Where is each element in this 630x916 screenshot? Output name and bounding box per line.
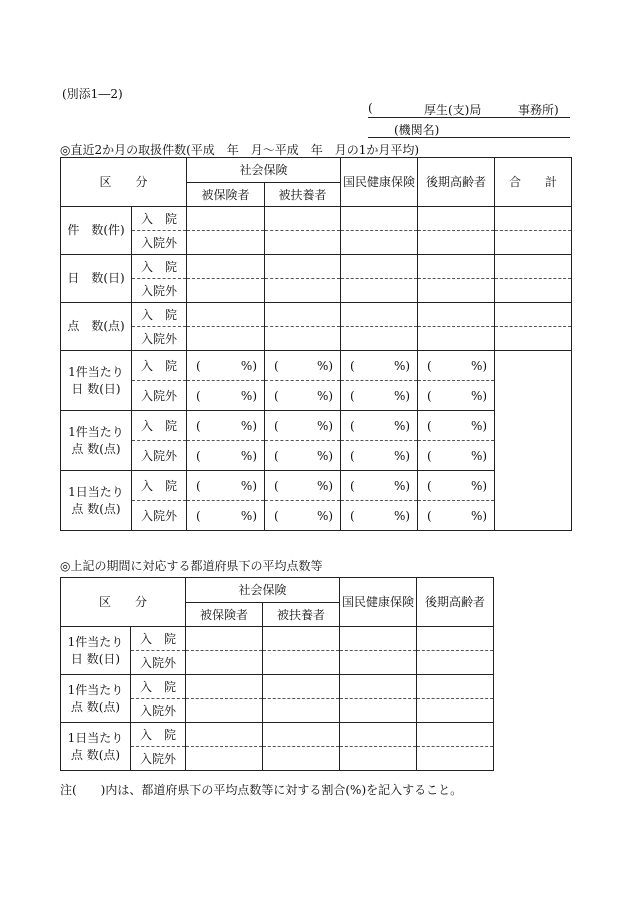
sub-label-out: 入院外 — [132, 381, 187, 411]
elderly-header: 後期高齢者 — [418, 158, 495, 207]
cell — [341, 207, 418, 231]
pct-cell — [341, 411, 418, 441]
table-row — [61, 351, 572, 381]
pct-cell — [187, 351, 265, 381]
sub-label-in: 入 院 — [131, 675, 186, 699]
pct-cell — [341, 441, 418, 471]
row-label — [61, 723, 131, 771]
pct-bracket: %) — [240, 388, 258, 403]
pct-cell — [265, 471, 341, 501]
social-insurance-header: 社会保険 — [186, 578, 340, 603]
sub-label-in: 入 院 — [132, 351, 187, 381]
sub-label-in: 入 院 — [132, 411, 187, 441]
cell — [187, 231, 265, 255]
cell — [495, 279, 572, 303]
institution-label: (機関名) — [394, 123, 440, 137]
pct-bracket: %) — [393, 418, 411, 433]
pct-bracket: %) — [316, 478, 334, 493]
cell — [265, 303, 341, 327]
cell — [417, 747, 494, 771]
pct-bracket: ( — [427, 508, 432, 523]
attachment-label: (別添1―2) — [62, 87, 123, 101]
pct-cell — [418, 501, 495, 531]
cell — [495, 327, 572, 351]
sub-label-out: 入院外 — [132, 327, 187, 351]
national-health-header: 国民健康保険 — [341, 158, 418, 207]
table-row — [61, 723, 494, 747]
cell — [265, 255, 341, 279]
insured-header: 被保険者 — [187, 183, 265, 207]
cell — [263, 747, 340, 771]
sub-label-in: 入 院 — [132, 207, 187, 231]
table-row — [61, 255, 572, 279]
pct-bracket: %) — [240, 508, 258, 523]
row-label-line1: 1日当たり — [67, 730, 124, 745]
row-label: 日 数(日) — [61, 255, 132, 303]
dependent-header: 被扶養者 — [263, 603, 340, 627]
sub-label-in: 入 院 — [132, 471, 187, 501]
cell — [265, 279, 341, 303]
cell — [263, 651, 340, 675]
pct-cell — [418, 411, 495, 441]
cell — [417, 651, 494, 675]
category-header: 区 分 — [61, 158, 187, 207]
pct-cell — [341, 351, 418, 381]
pct-bracket: ( — [427, 358, 432, 373]
pct-bracket: ( — [350, 358, 355, 373]
table-row — [61, 303, 572, 327]
row-label-line2: 点 数(点) — [71, 441, 121, 456]
cell — [186, 675, 263, 699]
section2-heading: ◎上記の期間に対応する都道府県下の平均点数等 — [60, 559, 323, 573]
cell — [341, 231, 418, 255]
cell — [341, 327, 418, 351]
pct-bracket: %) — [240, 358, 258, 373]
row-label — [61, 351, 132, 411]
pct-bracket: %) — [393, 358, 411, 373]
office-label: 事務所) — [518, 103, 559, 117]
pct-bracket: ( — [350, 448, 355, 463]
total-header: 合 計 — [495, 158, 572, 207]
cell — [186, 651, 263, 675]
pct-bracket: ( — [274, 478, 279, 493]
cell — [263, 627, 340, 651]
pct-bracket: ( — [196, 478, 201, 493]
section2-table — [60, 577, 494, 771]
pct-cell — [265, 411, 341, 441]
sub-label-in: 入 院 — [131, 627, 186, 651]
sub-label-out: 入院外 — [132, 279, 187, 303]
pct-bracket: %) — [240, 418, 258, 433]
pct-bracket: ( — [274, 388, 279, 403]
pct-bracket: %) — [393, 448, 411, 463]
office-line — [368, 101, 570, 118]
cell — [265, 207, 341, 231]
sub-label-out: 入院外 — [132, 441, 187, 471]
cell — [263, 675, 340, 699]
cell — [495, 231, 572, 255]
row-label — [61, 675, 131, 723]
sub-label-in: 入 院 — [132, 255, 187, 279]
cell — [263, 723, 340, 747]
pct-bracket: ( — [196, 358, 201, 373]
pct-cell — [187, 441, 265, 471]
table-row — [61, 627, 494, 651]
cell — [265, 231, 341, 255]
pct-bracket: ( — [350, 508, 355, 523]
sub-label-out: 入院外 — [132, 231, 187, 255]
section1-table — [60, 157, 572, 531]
cell — [186, 627, 263, 651]
pct-cell — [418, 441, 495, 471]
row-label-line1: 1件当たり — [68, 364, 124, 379]
pct-bracket: ( — [196, 448, 201, 463]
pct-bracket: %) — [470, 508, 488, 523]
cell — [418, 303, 495, 327]
sub-label-out: 入院外 — [132, 501, 187, 531]
pct-bracket: %) — [393, 478, 411, 493]
row-label-line2: 点 数(点) — [70, 747, 121, 762]
table-row — [61, 207, 572, 231]
footnote: 注( )内は、都道府県下の平均点数等に対する割合(%)を記入すること。 — [60, 783, 463, 797]
pct-bracket: ( — [274, 418, 279, 433]
pct-bracket: ( — [274, 448, 279, 463]
pct-cell — [187, 471, 265, 501]
sub-label-in: 入 院 — [132, 303, 187, 327]
cell — [418, 327, 495, 351]
cell — [341, 303, 418, 327]
sub-label-in: 入 院 — [131, 723, 186, 747]
category-header: 区 分 — [61, 578, 186, 627]
insured-header: 被保険者 — [186, 603, 263, 627]
pct-bracket: %) — [316, 388, 334, 403]
pct-bracket: ( — [196, 508, 201, 523]
table-row — [61, 231, 572, 255]
total-empty-cell — [495, 351, 572, 531]
cell — [495, 303, 572, 327]
cell — [263, 699, 340, 723]
cell — [495, 255, 572, 279]
pct-cell — [341, 471, 418, 501]
pct-bracket: ( — [350, 418, 355, 433]
cell — [340, 675, 417, 699]
pct-bracket: %) — [240, 478, 258, 493]
cell — [187, 255, 265, 279]
pct-bracket: %) — [316, 418, 334, 433]
cell — [417, 675, 494, 699]
pct-cell — [265, 351, 341, 381]
institution-line — [368, 121, 570, 138]
cell — [187, 207, 265, 231]
cell — [265, 327, 341, 351]
pct-bracket: %) — [470, 358, 488, 373]
pct-cell — [187, 411, 265, 441]
pct-bracket: ( — [427, 478, 432, 493]
cell — [341, 279, 418, 303]
row-label — [61, 471, 132, 531]
pct-cell — [187, 501, 265, 531]
pct-cell — [341, 501, 418, 531]
cell — [417, 627, 494, 651]
pct-bracket: ( — [350, 388, 355, 403]
cell — [495, 207, 572, 231]
cell — [340, 627, 417, 651]
cell — [341, 255, 418, 279]
cell — [418, 279, 495, 303]
pct-bracket: %) — [470, 418, 488, 433]
cell — [340, 699, 417, 723]
row-label — [61, 627, 131, 675]
cell — [187, 279, 265, 303]
cell — [186, 747, 263, 771]
pct-cell — [265, 381, 341, 411]
pct-bracket: ( — [274, 358, 279, 373]
pct-cell — [341, 381, 418, 411]
pct-bracket: %) — [316, 508, 334, 523]
pct-bracket: %) — [470, 388, 488, 403]
pct-bracket: %) — [240, 448, 258, 463]
cell — [187, 303, 265, 327]
sub-label-out: 入院外 — [131, 747, 186, 771]
pct-bracket: %) — [316, 358, 334, 373]
pct-bracket: %) — [470, 448, 488, 463]
pct-cell — [265, 441, 341, 471]
pct-bracket: ( — [427, 388, 432, 403]
row-label: 件 数(件) — [61, 207, 132, 255]
pct-cell — [418, 471, 495, 501]
pct-bracket: ( — [196, 388, 201, 403]
pct-cell — [418, 381, 495, 411]
national-health-header: 国民健康保険 — [340, 578, 417, 627]
elderly-header: 後期高齢者 — [417, 578, 494, 627]
row-label-line2: 点 数(点) — [71, 501, 121, 516]
sub-label-out: 入院外 — [131, 699, 186, 723]
cell — [340, 723, 417, 747]
pct-bracket: ( — [427, 418, 432, 433]
row-label-line1: 1日当たり — [68, 484, 124, 499]
row-label-line2: 点 数(点) — [70, 699, 121, 714]
pct-cell — [418, 351, 495, 381]
row-label-line1: 1件当たり — [68, 424, 124, 439]
row-label-line1: 1件当たり — [67, 682, 124, 697]
office-open-paren: ( — [368, 101, 373, 115]
cell — [340, 747, 417, 771]
cell — [187, 327, 265, 351]
row-label-line2: 日 数(日) — [70, 651, 121, 666]
row-label — [61, 411, 132, 471]
pct-bracket: %) — [393, 508, 411, 523]
table-row — [61, 327, 572, 351]
cell — [418, 255, 495, 279]
cell — [186, 723, 263, 747]
row-label-line2: 日 数(日) — [71, 381, 121, 396]
cell — [340, 651, 417, 675]
row-label: 点 数(点) — [61, 303, 132, 351]
cell — [418, 231, 495, 255]
pct-bracket: ( — [274, 508, 279, 523]
dependent-header: 被扶養者 — [265, 183, 341, 207]
section1-heading: ◎直近2か月の取扱件数(平成 年 月～平成 年 月の1か月平均) — [60, 143, 420, 157]
pct-bracket: ( — [196, 418, 201, 433]
bureau-label: 厚生(支)局 — [424, 103, 482, 117]
cell — [417, 723, 494, 747]
pct-cell — [187, 381, 265, 411]
pct-cell — [265, 501, 341, 531]
cell — [186, 699, 263, 723]
pct-bracket: %) — [316, 448, 334, 463]
sub-label-out: 入院外 — [131, 651, 186, 675]
cell — [418, 207, 495, 231]
pct-bracket: %) — [470, 478, 488, 493]
social-insurance-header: 社会保険 — [187, 158, 341, 183]
pct-bracket: %) — [393, 388, 411, 403]
table-row — [61, 675, 494, 699]
row-label-line1: 1件当たり — [67, 634, 124, 649]
table-row — [61, 279, 572, 303]
cell — [417, 699, 494, 723]
pct-bracket: ( — [427, 448, 432, 463]
pct-bracket: ( — [350, 478, 355, 493]
